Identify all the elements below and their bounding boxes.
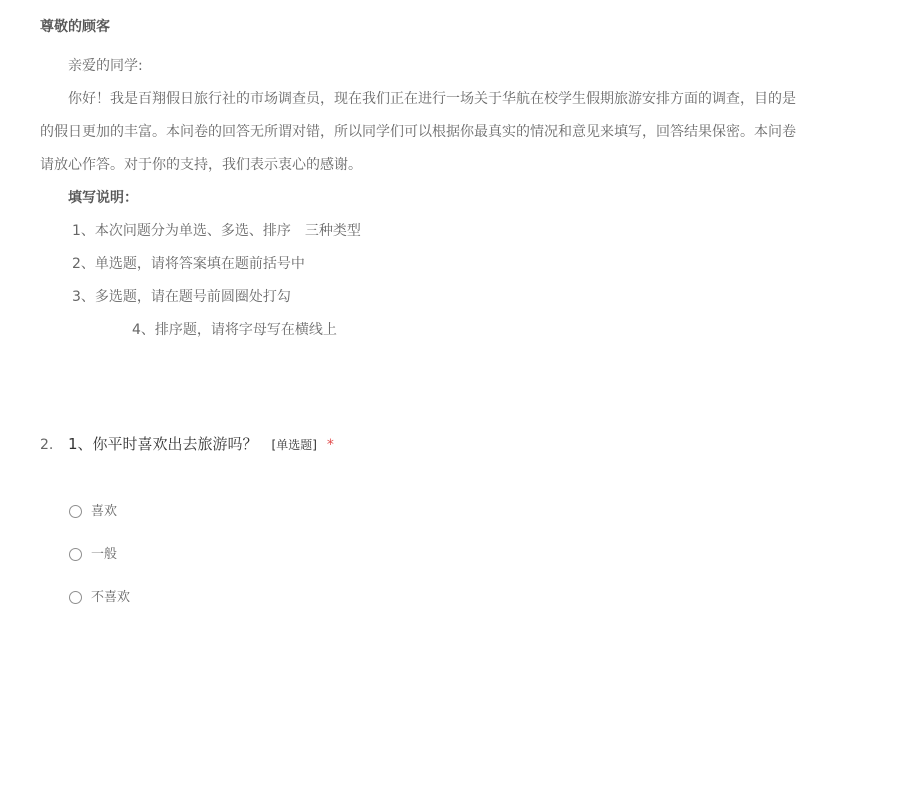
instruction-item-1: 1、本次问题分为单选、多选、排序 三种类型 — [72, 223, 361, 239]
salutation: 亲爱的同学: — [68, 58, 143, 74]
question-type-badge: [单选题] — [271, 438, 317, 452]
intro-paragraph-line-3: 请放心作答。对于你的支持，我们表示衷心的感谢。 — [40, 157, 362, 173]
intro-paragraph-line-2: 的假日更加的丰富。本问卷的回答无所谓对错，所以同学们可以根据你最真实的情况和意见来填写，回答结果保密。本问卷 — [40, 124, 796, 140]
instructions-title: 填写说明： — [68, 190, 138, 206]
question-header — [40, 432, 880, 456]
radio-button-icon[interactable] — [69, 505, 82, 518]
radio-button-icon[interactable] — [69, 548, 82, 561]
answer-options — [69, 502, 130, 631]
instruction-item-2: 2、单选题，请将答案填在题前括号中 — [72, 256, 305, 272]
radio-button-icon[interactable] — [69, 591, 82, 604]
instruction-item-4: 4、排序题，请将字母写在横线上 — [132, 322, 337, 338]
page-heading: 尊敬的顾客 — [40, 19, 110, 35]
instruction-item-3: 3、多选题，请在题号前圆圈处打勾 — [72, 289, 291, 305]
option-like[interactable] — [69, 502, 130, 545]
option-label: 喜欢 — [91, 504, 118, 519]
option-label: 不喜欢 — [91, 590, 131, 605]
required-mark: * — [326, 437, 334, 453]
survey-intro — [40, 50, 900, 347]
question-title: 1、你平时喜欢出去旅游吗？ — [68, 435, 258, 453]
question-number: 2. — [40, 437, 54, 453]
option-neutral[interactable] — [69, 545, 130, 588]
option-label: 一般 — [91, 547, 118, 562]
option-dislike[interactable] — [69, 588, 130, 631]
intro-paragraph-line-1: 你好！我是百翔假日旅行社的市场调查员，现在我们正在进行一场关于华航在校学生假期旅游安排方面的调查，目的是 — [68, 91, 796, 107]
